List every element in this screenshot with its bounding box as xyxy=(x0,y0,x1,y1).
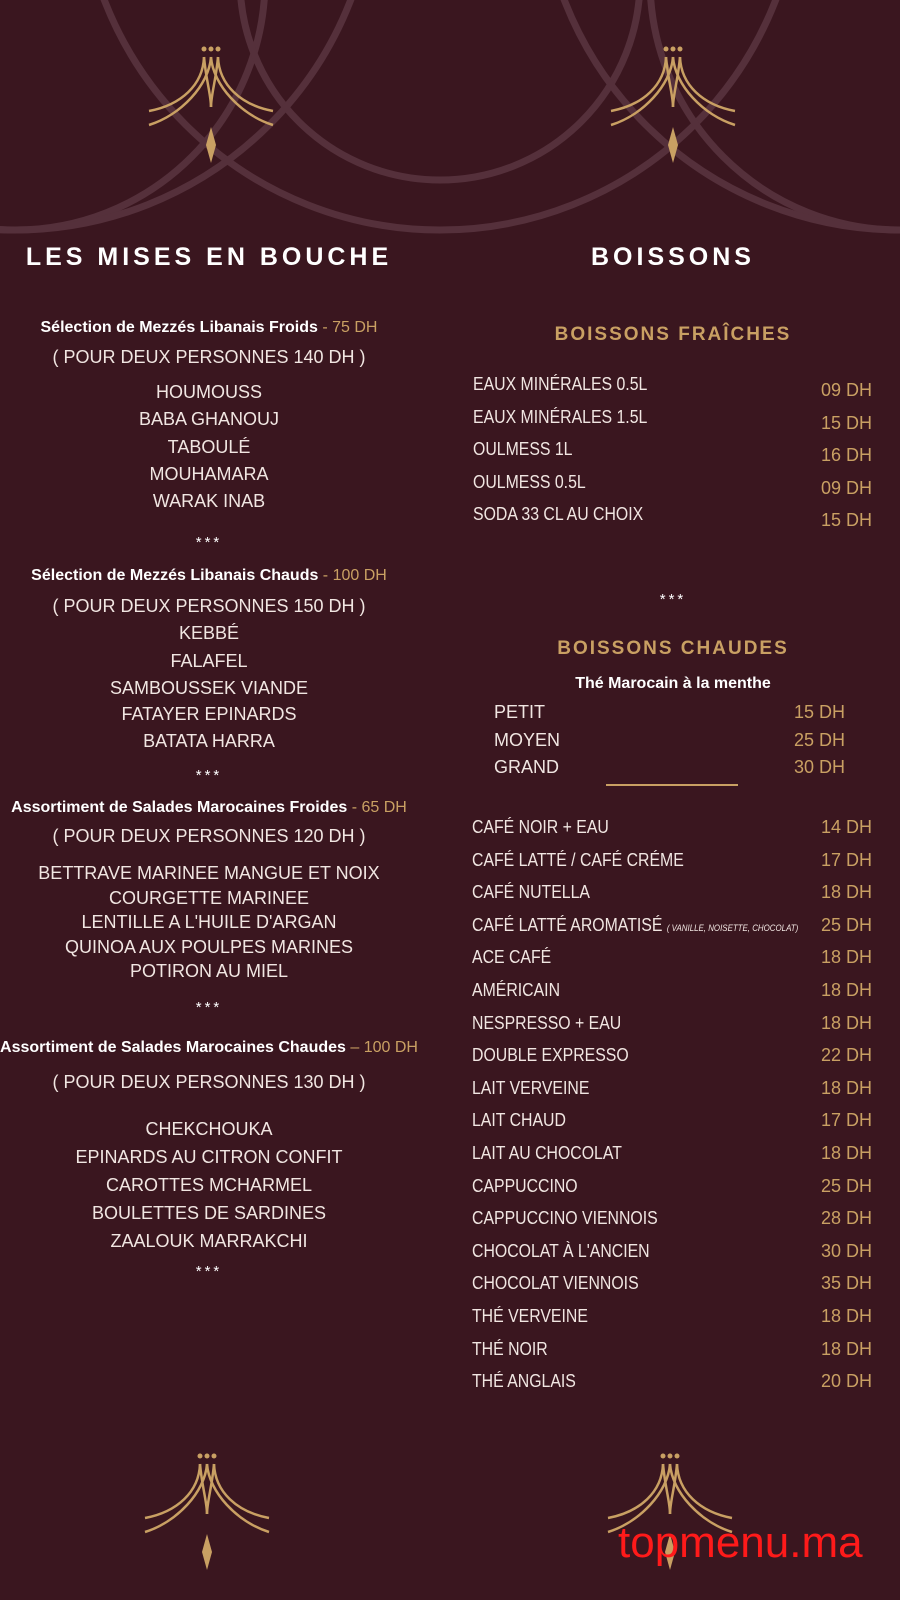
drink-price: 22 DH xyxy=(820,1045,872,1066)
tea-price: 15 DH xyxy=(793,702,845,722)
drink-name: CAFÉ LATTÉ AROMATISÉ xyxy=(472,914,663,935)
menu-item: BABA GHANOUJ xyxy=(138,409,280,429)
menu-item: MOUHAMARA xyxy=(149,464,269,484)
drink-price: 15 DH xyxy=(820,412,872,433)
drink-name: CAPPUCCINO xyxy=(472,1175,578,1196)
section-price: - 65 DH xyxy=(347,799,407,816)
tea-size: MOYEN xyxy=(494,729,561,750)
drink-name: DOUBLE EXPRESSO xyxy=(472,1045,629,1066)
section-name: Sélection de Mezzés Libanais Froids xyxy=(40,319,318,336)
menu-section-heading xyxy=(0,1040,418,1056)
separator-stars: *** xyxy=(659,591,687,608)
drink-name: EAUX MINÉRALES 0.5L xyxy=(473,374,648,394)
drink-name: CHOCOLAT À L'ANCIEN xyxy=(472,1240,650,1261)
menu-item: BETTRAVE MARINEE MANGUE ET NOIX xyxy=(38,863,380,883)
section-title-mises-en-bouche: LES MISES EN BOUCHE xyxy=(25,243,393,271)
divider-line xyxy=(606,784,738,786)
drink-name: THÉ ANGLAIS xyxy=(472,1371,576,1392)
section-price: - 75 DH xyxy=(317,319,378,336)
menu-section-heading xyxy=(31,568,387,584)
drink-row xyxy=(472,851,684,869)
drink-name: THÉ NOIR xyxy=(472,1338,548,1359)
section-title-boissons: BOISSONS xyxy=(591,243,755,271)
menu-item: CHEKCHOUKA xyxy=(145,1119,273,1139)
section-price: - 100 DH xyxy=(318,567,387,584)
drink-name: EAUX MINÉRALES 1.5L xyxy=(473,406,648,427)
drink-price: 09 DH xyxy=(820,380,872,400)
section-subtitle: ( POUR DEUX PERSONNES 130 DH ) xyxy=(52,1072,366,1092)
drink-name: AMÉRICAIN xyxy=(472,980,561,1000)
drink-price: 09 DH xyxy=(820,477,872,498)
section-name: Sélection de Mezzés Libanais Chauds xyxy=(31,567,319,584)
separator-stars: *** xyxy=(195,999,223,1016)
drink-row xyxy=(472,1242,650,1260)
drink-row xyxy=(472,981,560,999)
menu-item: KEBBÉ xyxy=(178,623,240,643)
drink-name: THÉ VERVEINE xyxy=(472,1306,588,1326)
drink-name: NESPRESSO + EAU xyxy=(472,1012,622,1033)
section-name: Assortiment de Salades Marocaines Froides xyxy=(11,799,348,816)
drink-name: OULMESS 0.5L xyxy=(473,471,586,492)
drink-price: 18 DH xyxy=(820,1143,872,1163)
separator-stars: *** xyxy=(195,534,223,551)
drink-name: LAIT AU CHOCOLAT xyxy=(472,1143,622,1163)
drink-row xyxy=(472,948,551,966)
drink-name: CHOCOLAT VIENNOIS xyxy=(472,1273,639,1294)
drink-price: 18 DH xyxy=(820,1338,872,1359)
drink-row xyxy=(472,1014,621,1032)
drink-name: OULMESS 1L xyxy=(473,439,573,459)
menu-item: HOUMOUSS xyxy=(155,382,263,402)
section-subtitle: ( POUR DEUX PERSONNES 140 DH ) xyxy=(52,347,366,367)
drink-name: LAIT VERVEINE xyxy=(472,1077,590,1098)
drink-price: 17 DH xyxy=(820,849,872,870)
menu-item: EPINARDS AU CITRON CONFIT xyxy=(75,1147,343,1167)
drink-price: 18 DH xyxy=(820,1077,872,1098)
drink-price: 18 DH xyxy=(820,947,872,968)
drink-row xyxy=(472,883,590,901)
separator-stars: *** xyxy=(195,767,223,784)
menu-item: COURGETTE MARINEE xyxy=(108,888,310,908)
crown-ornament-icon xyxy=(149,47,273,164)
drink-name: LAIT CHAUD xyxy=(472,1110,566,1131)
section-subtitle: ( POUR DEUX PERSONNES 120 DH ) xyxy=(52,826,366,846)
drink-name: ACE CAFÉ xyxy=(472,947,552,968)
crown-ornament-icon xyxy=(145,1454,269,1571)
menu-item: FALAFEL xyxy=(170,651,248,671)
drink-row xyxy=(472,818,609,836)
drink-row xyxy=(472,1144,622,1162)
drink-name: CAFÉ LATTÉ / CAFÉ CRÉME xyxy=(472,849,684,870)
subsection-title-fraiches: BOISSONS FRAÎCHES xyxy=(554,324,792,345)
drink-row xyxy=(472,1274,639,1292)
drink-price: 18 DH xyxy=(820,1306,872,1326)
section-price: – 100 DH xyxy=(345,1039,418,1056)
drink-price: 20 DH xyxy=(820,1371,872,1392)
subsection-title-chaudes: BOISSONS CHAUDES xyxy=(557,638,789,659)
section-name: Assortiment de Salades Marocaines Chaudes xyxy=(0,1039,346,1056)
section-subtitle: ( POUR DEUX PERSONNES 150 DH ) xyxy=(52,596,366,616)
separator-stars: *** xyxy=(195,1263,223,1280)
menu-item: QUINOA AUX POULPES MARINES xyxy=(64,937,354,957)
drink-row xyxy=(472,1307,588,1325)
tea-price: 25 DH xyxy=(793,729,845,750)
drink-price: 28 DH xyxy=(820,1208,872,1229)
drink-price: 25 DH xyxy=(820,1175,872,1196)
drink-price: 18 DH xyxy=(820,1012,872,1033)
menu-item: SAMBOUSSEK VIANDE xyxy=(109,678,309,698)
drink-name: SODA 33 CL AU CHOIX xyxy=(473,504,644,524)
drink-row xyxy=(472,916,798,934)
drink-row xyxy=(472,1340,548,1358)
drink-name: CAPPUCCINO VIENNOIS xyxy=(472,1208,658,1229)
menu-section-heading xyxy=(41,320,378,336)
drink-price: 35 DH xyxy=(820,1273,872,1294)
menu-item: BOULETTES DE SARDINES xyxy=(91,1203,327,1223)
drink-row xyxy=(472,1372,576,1390)
tea-heading: Thé Marocain à la menthe xyxy=(575,675,771,692)
drink-price: 18 DH xyxy=(820,882,872,903)
drink-price: 15 DH xyxy=(820,510,872,530)
tea-size: PETIT xyxy=(494,702,546,722)
drink-note: ( VANILLE, NOISETTE, CHOCOLAT) xyxy=(666,922,799,933)
menu-section-heading xyxy=(11,800,407,816)
drink-price: 18 DH xyxy=(820,980,872,1000)
drink-row xyxy=(472,1209,658,1227)
drink-name: CAFÉ NUTELLA xyxy=(472,882,590,903)
drink-row xyxy=(472,1177,578,1195)
drink-price: 17 DH xyxy=(820,1110,872,1131)
watermark: topmenu.ma xyxy=(618,1518,863,1567)
menu-item: FATAYER EPINARDS xyxy=(121,704,297,724)
drink-price: 25 DH xyxy=(820,914,872,935)
menu-item: TABOULÉ xyxy=(167,437,251,457)
menu-item: WARAK INAB xyxy=(152,491,266,511)
drink-row xyxy=(472,1111,566,1129)
menu-item: CAROTTES MCHARMEL xyxy=(105,1175,313,1195)
menu-item: BATATA HARRA xyxy=(143,731,275,751)
tea-price: 30 DH xyxy=(793,757,845,777)
menu-item: ZAALOUK MARRAKCHI xyxy=(110,1231,308,1251)
tea-size: GRAND xyxy=(494,757,560,777)
drink-row xyxy=(472,1079,589,1097)
drink-price: 30 DH xyxy=(820,1240,872,1261)
drink-price: 14 DH xyxy=(820,817,872,837)
drink-name: CAFÉ NOIR + EAU xyxy=(472,817,609,837)
drink-price: 16 DH xyxy=(820,445,872,465)
menu-item: POTIRON AU MIEL xyxy=(129,961,289,981)
drink-row xyxy=(472,1046,629,1064)
menu-item: LENTILLE A L'HUILE D'ARGAN xyxy=(81,912,337,932)
